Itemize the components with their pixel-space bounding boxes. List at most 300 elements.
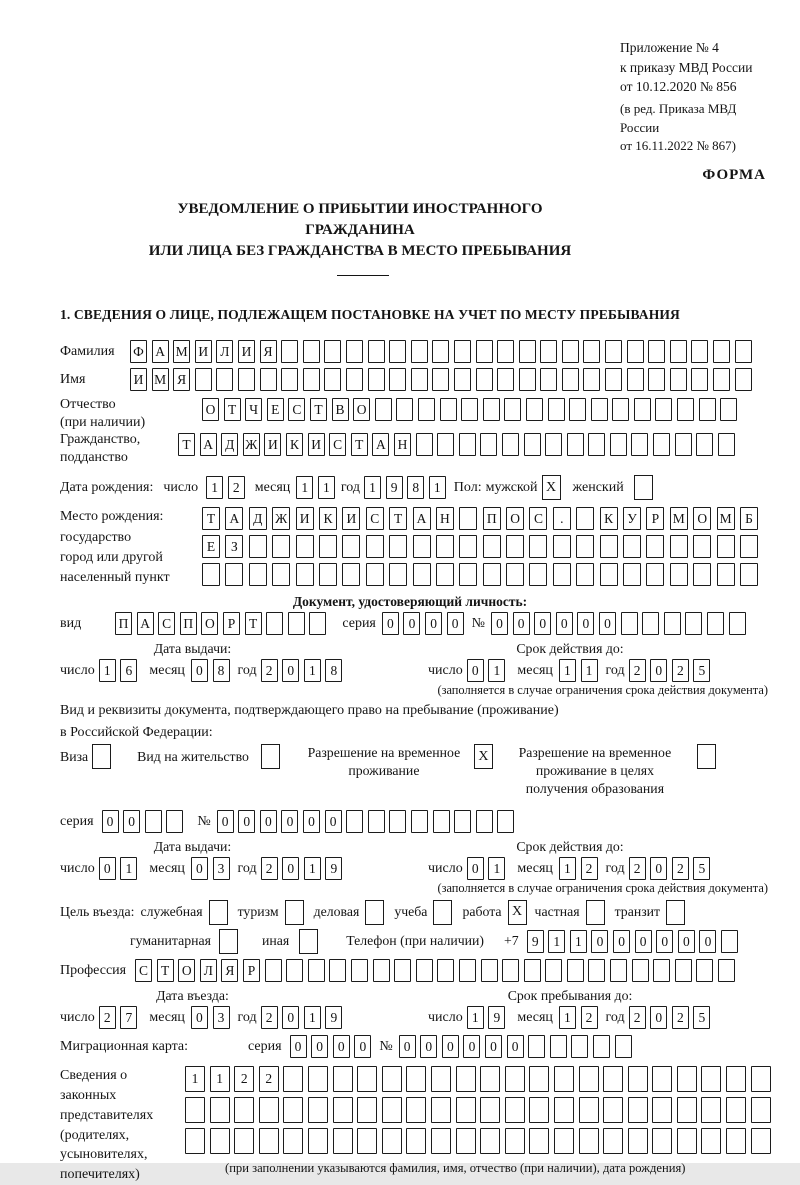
char-cell[interactable] xyxy=(432,368,449,391)
char-cell[interactable]: О xyxy=(178,959,195,982)
char-cell[interactable] xyxy=(210,1128,230,1154)
char-cell[interactable] xyxy=(265,959,282,982)
char-cell[interactable] xyxy=(480,1066,500,1092)
char-cell[interactable] xyxy=(272,535,290,558)
char-cell[interactable]: 1 xyxy=(548,930,565,953)
char-cell[interactable] xyxy=(483,535,501,558)
char-cell[interactable] xyxy=(591,398,608,421)
char-cell[interactable] xyxy=(357,1097,377,1123)
char-cell[interactable] xyxy=(296,535,314,558)
char-cell[interactable] xyxy=(610,433,627,456)
char-cell[interactable] xyxy=(333,1097,353,1123)
char-cell[interactable]: 5 xyxy=(693,1006,710,1029)
residence-permit-checkbox[interactable] xyxy=(261,744,280,769)
char-cell[interactable]: 0 xyxy=(399,1035,416,1058)
char-cell[interactable] xyxy=(621,612,638,635)
char-cell[interactable]: Ч xyxy=(245,398,262,421)
char-cell[interactable] xyxy=(615,1035,632,1058)
char-cell[interactable] xyxy=(357,1066,377,1092)
char-cell[interactable] xyxy=(562,368,579,391)
char-cell[interactable]: 1 xyxy=(559,659,576,682)
char-cell[interactable] xyxy=(319,563,337,586)
char-cell[interactable] xyxy=(600,563,618,586)
char-cell[interactable] xyxy=(553,563,571,586)
char-cell[interactable]: О xyxy=(506,507,524,530)
char-cell[interactable] xyxy=(309,612,326,635)
char-cell[interactable]: О xyxy=(202,398,219,421)
char-cell[interactable] xyxy=(699,398,716,421)
char-cell[interactable] xyxy=(202,563,220,586)
char-cell[interactable] xyxy=(545,959,562,982)
char-cell[interactable] xyxy=(249,535,267,558)
char-cell[interactable] xyxy=(519,368,536,391)
char-cell[interactable] xyxy=(480,433,497,456)
char-cell[interactable] xyxy=(454,810,471,833)
char-cell[interactable]: 1 xyxy=(120,857,137,880)
char-cell[interactable] xyxy=(504,398,521,421)
char-cell[interactable] xyxy=(717,563,735,586)
purpose-work-checkbox[interactable]: X xyxy=(508,900,527,925)
char-cell[interactable] xyxy=(579,1128,599,1154)
char-cell[interactable] xyxy=(436,563,454,586)
char-cell[interactable]: Я xyxy=(260,340,277,363)
char-cell[interactable]: 2 xyxy=(672,1006,689,1029)
char-cell[interactable] xyxy=(416,959,433,982)
char-cell[interactable] xyxy=(436,535,454,558)
char-cell[interactable]: 0 xyxy=(420,1035,437,1058)
char-cell[interactable] xyxy=(696,433,713,456)
char-cell[interactable] xyxy=(696,959,713,982)
char-cell[interactable] xyxy=(600,535,618,558)
char-cell[interactable] xyxy=(185,1128,205,1154)
char-cell[interactable]: 2 xyxy=(581,857,598,880)
char-cell[interactable] xyxy=(717,535,735,558)
char-cell[interactable] xyxy=(571,1035,588,1058)
temp-residence-education-checkbox[interactable] xyxy=(697,744,716,769)
char-cell[interactable]: 0 xyxy=(485,1035,502,1058)
char-cell[interactable]: А xyxy=(152,340,169,363)
char-cell[interactable] xyxy=(677,1097,697,1123)
char-cell[interactable]: 2 xyxy=(581,1006,598,1029)
char-cell[interactable] xyxy=(569,398,586,421)
char-cell[interactable] xyxy=(707,612,724,635)
char-cell[interactable] xyxy=(740,563,758,586)
char-cell[interactable]: 8 xyxy=(407,476,424,499)
char-cell[interactable]: Т xyxy=(157,959,174,982)
char-cell[interactable]: 0 xyxy=(425,612,442,635)
char-cell[interactable] xyxy=(726,1066,746,1092)
char-cell[interactable] xyxy=(281,368,298,391)
char-cell[interactable]: И xyxy=(130,368,147,391)
char-cell[interactable] xyxy=(216,368,233,391)
char-cell[interactable]: 0 xyxy=(403,612,420,635)
char-cell[interactable] xyxy=(588,433,605,456)
char-cell[interactable] xyxy=(505,1128,525,1154)
char-cell[interactable] xyxy=(461,398,478,421)
char-cell[interactable] xyxy=(308,1066,328,1092)
char-cell[interactable]: 9 xyxy=(325,1006,342,1029)
char-cell[interactable]: Р xyxy=(243,959,260,982)
char-cell[interactable]: 1 xyxy=(429,476,446,499)
char-cell[interactable] xyxy=(567,433,584,456)
char-cell[interactable]: 3 xyxy=(213,1006,230,1029)
char-cell[interactable]: 0 xyxy=(282,659,299,682)
char-cell[interactable]: С xyxy=(366,507,384,530)
char-cell[interactable] xyxy=(579,1066,599,1092)
purpose-other-checkbox[interactable] xyxy=(299,929,318,954)
char-cell[interactable] xyxy=(701,1128,721,1154)
char-cell[interactable]: П xyxy=(483,507,501,530)
char-cell[interactable] xyxy=(646,563,664,586)
char-cell[interactable] xyxy=(729,612,746,635)
char-cell[interactable] xyxy=(324,368,341,391)
char-cell[interactable]: И xyxy=(308,433,325,456)
char-cell[interactable] xyxy=(718,433,735,456)
char-cell[interactable] xyxy=(524,959,541,982)
char-cell[interactable]: 0 xyxy=(635,930,652,953)
purpose-study-checkbox[interactable] xyxy=(433,900,452,925)
char-cell[interactable]: 6 xyxy=(120,659,137,682)
char-cell[interactable] xyxy=(670,563,688,586)
char-cell[interactable] xyxy=(346,810,363,833)
char-cell[interactable]: И xyxy=(342,507,360,530)
char-cell[interactable] xyxy=(529,535,547,558)
char-cell[interactable]: Р xyxy=(223,612,240,635)
char-cell[interactable] xyxy=(751,1128,771,1154)
char-cell[interactable] xyxy=(554,1066,574,1092)
char-cell[interactable]: С xyxy=(529,507,547,530)
char-cell[interactable] xyxy=(303,368,320,391)
char-cell[interactable] xyxy=(249,563,267,586)
char-cell[interactable] xyxy=(612,398,629,421)
char-cell[interactable] xyxy=(454,340,471,363)
char-cell[interactable] xyxy=(540,340,557,363)
char-cell[interactable]: 0 xyxy=(311,1035,328,1058)
char-cell[interactable]: 1 xyxy=(304,1006,321,1029)
char-cell[interactable]: 0 xyxy=(650,659,667,682)
char-cell[interactable] xyxy=(605,340,622,363)
char-cell[interactable] xyxy=(406,1128,426,1154)
char-cell[interactable]: Н xyxy=(436,507,454,530)
char-cell[interactable] xyxy=(437,433,454,456)
char-cell[interactable] xyxy=(346,340,363,363)
char-cell[interactable] xyxy=(497,810,514,833)
char-cell[interactable] xyxy=(283,1066,303,1092)
purpose-business-checkbox[interactable] xyxy=(365,900,384,925)
char-cell[interactable] xyxy=(382,1066,402,1092)
char-cell[interactable]: 0 xyxy=(333,1035,350,1058)
char-cell[interactable] xyxy=(368,810,385,833)
char-cell[interactable]: А xyxy=(137,612,154,635)
char-cell[interactable]: Т xyxy=(351,433,368,456)
char-cell[interactable]: 0 xyxy=(556,612,573,635)
char-cell[interactable]: 1 xyxy=(210,1066,230,1092)
char-cell[interactable] xyxy=(296,563,314,586)
sex-female-checkbox[interactable] xyxy=(634,475,653,500)
char-cell[interactable] xyxy=(664,612,681,635)
char-cell[interactable] xyxy=(721,930,738,953)
char-cell[interactable]: Н xyxy=(394,433,411,456)
char-cell[interactable]: Ж xyxy=(243,433,260,456)
char-cell[interactable] xyxy=(497,368,514,391)
char-cell[interactable]: 0 xyxy=(191,659,208,682)
purpose-transit-checkbox[interactable] xyxy=(666,900,685,925)
char-cell[interactable] xyxy=(346,368,363,391)
char-cell[interactable] xyxy=(281,340,298,363)
char-cell[interactable]: Д xyxy=(221,433,238,456)
char-cell[interactable]: 1 xyxy=(318,476,335,499)
char-cell[interactable] xyxy=(670,340,687,363)
char-cell[interactable] xyxy=(351,959,368,982)
char-cell[interactable]: 0 xyxy=(650,857,667,880)
char-cell[interactable] xyxy=(259,1097,279,1123)
char-cell[interactable]: 0 xyxy=(577,612,594,635)
char-cell[interactable] xyxy=(652,1066,672,1092)
char-cell[interactable] xyxy=(648,368,665,391)
char-cell[interactable] xyxy=(603,1066,623,1092)
char-cell[interactable] xyxy=(691,368,708,391)
char-cell[interactable] xyxy=(502,433,519,456)
char-cell[interactable] xyxy=(266,612,283,635)
char-cell[interactable]: Б xyxy=(740,507,758,530)
char-cell[interactable] xyxy=(628,1066,648,1092)
char-cell[interactable]: 0 xyxy=(507,1035,524,1058)
char-cell[interactable] xyxy=(333,1066,353,1092)
char-cell[interactable]: 9 xyxy=(527,930,544,953)
char-cell[interactable]: А xyxy=(200,433,217,456)
char-cell[interactable] xyxy=(583,368,600,391)
sex-male-checkbox[interactable]: X xyxy=(542,475,561,500)
char-cell[interactable] xyxy=(357,1128,377,1154)
char-cell[interactable]: 2 xyxy=(261,857,278,880)
char-cell[interactable] xyxy=(389,563,407,586)
char-cell[interactable] xyxy=(166,810,183,833)
char-cell[interactable]: Т xyxy=(224,398,241,421)
char-cell[interactable] xyxy=(653,433,670,456)
char-cell[interactable]: 1 xyxy=(99,659,116,682)
char-cell[interactable] xyxy=(454,368,471,391)
char-cell[interactable]: 2 xyxy=(672,659,689,682)
char-cell[interactable]: 0 xyxy=(290,1035,307,1058)
char-cell[interactable]: С xyxy=(288,398,305,421)
char-cell[interactable] xyxy=(502,959,519,982)
char-cell[interactable] xyxy=(593,1035,610,1058)
char-cell[interactable] xyxy=(459,959,476,982)
char-cell[interactable] xyxy=(623,563,641,586)
char-cell[interactable]: 0 xyxy=(491,612,508,635)
char-cell[interactable] xyxy=(481,959,498,982)
char-cell[interactable]: 1 xyxy=(467,1006,484,1029)
char-cell[interactable]: Ф xyxy=(130,340,147,363)
char-cell[interactable]: К xyxy=(319,507,337,530)
char-cell[interactable] xyxy=(693,535,711,558)
char-cell[interactable] xyxy=(308,1097,328,1123)
char-cell[interactable] xyxy=(519,340,536,363)
char-cell[interactable] xyxy=(610,959,627,982)
char-cell[interactable] xyxy=(497,340,514,363)
char-cell[interactable]: А xyxy=(372,433,389,456)
char-cell[interactable] xyxy=(406,1097,426,1123)
char-cell[interactable] xyxy=(653,959,670,982)
char-cell[interactable]: 0 xyxy=(303,810,320,833)
char-cell[interactable]: 0 xyxy=(656,930,673,953)
char-cell[interactable] xyxy=(545,433,562,456)
char-cell[interactable] xyxy=(652,1097,672,1123)
char-cell[interactable]: 9 xyxy=(488,1006,505,1029)
char-cell[interactable] xyxy=(583,340,600,363)
char-cell[interactable] xyxy=(418,398,435,421)
char-cell[interactable]: 0 xyxy=(591,930,608,953)
char-cell[interactable] xyxy=(389,535,407,558)
char-cell[interactable] xyxy=(456,1097,476,1123)
char-cell[interactable] xyxy=(459,433,476,456)
char-cell[interactable] xyxy=(567,959,584,982)
char-cell[interactable]: И xyxy=(264,433,281,456)
char-cell[interactable]: 0 xyxy=(382,612,399,635)
char-cell[interactable]: 1 xyxy=(581,659,598,682)
char-cell[interactable] xyxy=(529,1066,549,1092)
char-cell[interactable]: 2 xyxy=(259,1066,279,1092)
char-cell[interactable]: М xyxy=(670,507,688,530)
char-cell[interactable]: Д xyxy=(249,507,267,530)
char-cell[interactable] xyxy=(554,1097,574,1123)
char-cell[interactable] xyxy=(411,340,428,363)
char-cell[interactable] xyxy=(735,340,752,363)
char-cell[interactable]: 0 xyxy=(238,810,255,833)
char-cell[interactable] xyxy=(524,433,541,456)
char-cell[interactable] xyxy=(548,398,565,421)
char-cell[interactable] xyxy=(195,368,212,391)
char-cell[interactable] xyxy=(529,563,547,586)
char-cell[interactable]: 2 xyxy=(629,857,646,880)
char-cell[interactable] xyxy=(685,612,702,635)
char-cell[interactable] xyxy=(389,368,406,391)
char-cell[interactable]: 2 xyxy=(629,1006,646,1029)
char-cell[interactable] xyxy=(713,340,730,363)
char-cell[interactable] xyxy=(389,810,406,833)
char-cell[interactable]: М xyxy=(173,340,190,363)
purpose-tourism-checkbox[interactable] xyxy=(285,900,304,925)
purpose-official-checkbox[interactable] xyxy=(209,900,228,925)
char-cell[interactable] xyxy=(476,368,493,391)
char-cell[interactable] xyxy=(431,1066,451,1092)
char-cell[interactable]: 0 xyxy=(123,810,140,833)
char-cell[interactable] xyxy=(411,810,428,833)
char-cell[interactable] xyxy=(506,563,524,586)
char-cell[interactable]: 0 xyxy=(191,1006,208,1029)
char-cell[interactable] xyxy=(389,340,406,363)
char-cell[interactable]: 1 xyxy=(304,659,321,682)
char-cell[interactable] xyxy=(413,563,431,586)
char-cell[interactable] xyxy=(382,1097,402,1123)
char-cell[interactable] xyxy=(670,368,687,391)
char-cell[interactable] xyxy=(655,398,672,421)
char-cell[interactable] xyxy=(476,340,493,363)
char-cell[interactable] xyxy=(627,368,644,391)
char-cell[interactable]: С xyxy=(135,959,152,982)
char-cell[interactable] xyxy=(234,1097,254,1123)
char-cell[interactable]: З xyxy=(225,535,243,558)
char-cell[interactable] xyxy=(526,398,543,421)
char-cell[interactable]: 0 xyxy=(463,1035,480,1058)
char-cell[interactable] xyxy=(329,959,346,982)
char-cell[interactable] xyxy=(342,535,360,558)
char-cell[interactable]: 2 xyxy=(261,1006,278,1029)
char-cell[interactable]: В xyxy=(332,398,349,421)
char-cell[interactable] xyxy=(506,535,524,558)
char-cell[interactable] xyxy=(735,368,752,391)
char-cell[interactable] xyxy=(670,535,688,558)
char-cell[interactable]: 5 xyxy=(693,857,710,880)
char-cell[interactable]: 1 xyxy=(488,659,505,682)
char-cell[interactable] xyxy=(480,1097,500,1123)
char-cell[interactable] xyxy=(554,1128,574,1154)
char-cell[interactable] xyxy=(623,535,641,558)
char-cell[interactable] xyxy=(382,1128,402,1154)
char-cell[interactable]: О xyxy=(693,507,711,530)
char-cell[interactable] xyxy=(437,959,454,982)
char-cell[interactable] xyxy=(576,535,594,558)
char-cell[interactable]: . xyxy=(553,507,571,530)
char-cell[interactable]: У xyxy=(623,507,641,530)
char-cell[interactable] xyxy=(368,368,385,391)
char-cell[interactable] xyxy=(459,563,477,586)
char-cell[interactable] xyxy=(588,959,605,982)
char-cell[interactable]: 1 xyxy=(206,476,223,499)
char-cell[interactable]: 0 xyxy=(599,612,616,635)
char-cell[interactable] xyxy=(459,507,477,530)
char-cell[interactable] xyxy=(368,340,385,363)
char-cell[interactable] xyxy=(652,1128,672,1154)
char-cell[interactable] xyxy=(431,1097,451,1123)
char-cell[interactable] xyxy=(375,398,392,421)
char-cell[interactable]: О xyxy=(201,612,218,635)
char-cell[interactable] xyxy=(677,1066,697,1092)
char-cell[interactable] xyxy=(459,535,477,558)
char-cell[interactable] xyxy=(540,368,557,391)
char-cell[interactable]: 1 xyxy=(296,476,313,499)
char-cell[interactable]: 1 xyxy=(364,476,381,499)
char-cell[interactable] xyxy=(145,810,162,833)
temp-residence-checkbox[interactable]: X xyxy=(474,744,493,769)
char-cell[interactable]: 0 xyxy=(447,612,464,635)
char-cell[interactable]: И xyxy=(296,507,314,530)
char-cell[interactable]: 0 xyxy=(613,930,630,953)
char-cell[interactable]: 7 xyxy=(120,1006,137,1029)
char-cell[interactable]: 1 xyxy=(488,857,505,880)
char-cell[interactable] xyxy=(677,398,694,421)
char-cell[interactable] xyxy=(726,1128,746,1154)
char-cell[interactable] xyxy=(288,612,305,635)
char-cell[interactable]: Я xyxy=(221,959,238,982)
char-cell[interactable]: Т xyxy=(245,612,262,635)
char-cell[interactable] xyxy=(456,1066,476,1092)
char-cell[interactable] xyxy=(238,368,255,391)
char-cell[interactable]: 1 xyxy=(570,930,587,953)
char-cell[interactable] xyxy=(333,1128,353,1154)
char-cell[interactable] xyxy=(416,433,433,456)
char-cell[interactable]: 0 xyxy=(699,930,716,953)
char-cell[interactable] xyxy=(718,959,735,982)
char-cell[interactable] xyxy=(324,340,341,363)
char-cell[interactable]: И xyxy=(195,340,212,363)
char-cell[interactable]: 1 xyxy=(559,857,576,880)
char-cell[interactable] xyxy=(303,340,320,363)
char-cell[interactable]: 2 xyxy=(672,857,689,880)
char-cell[interactable] xyxy=(720,398,737,421)
char-cell[interactable] xyxy=(628,1128,648,1154)
char-cell[interactable]: Л xyxy=(216,340,233,363)
